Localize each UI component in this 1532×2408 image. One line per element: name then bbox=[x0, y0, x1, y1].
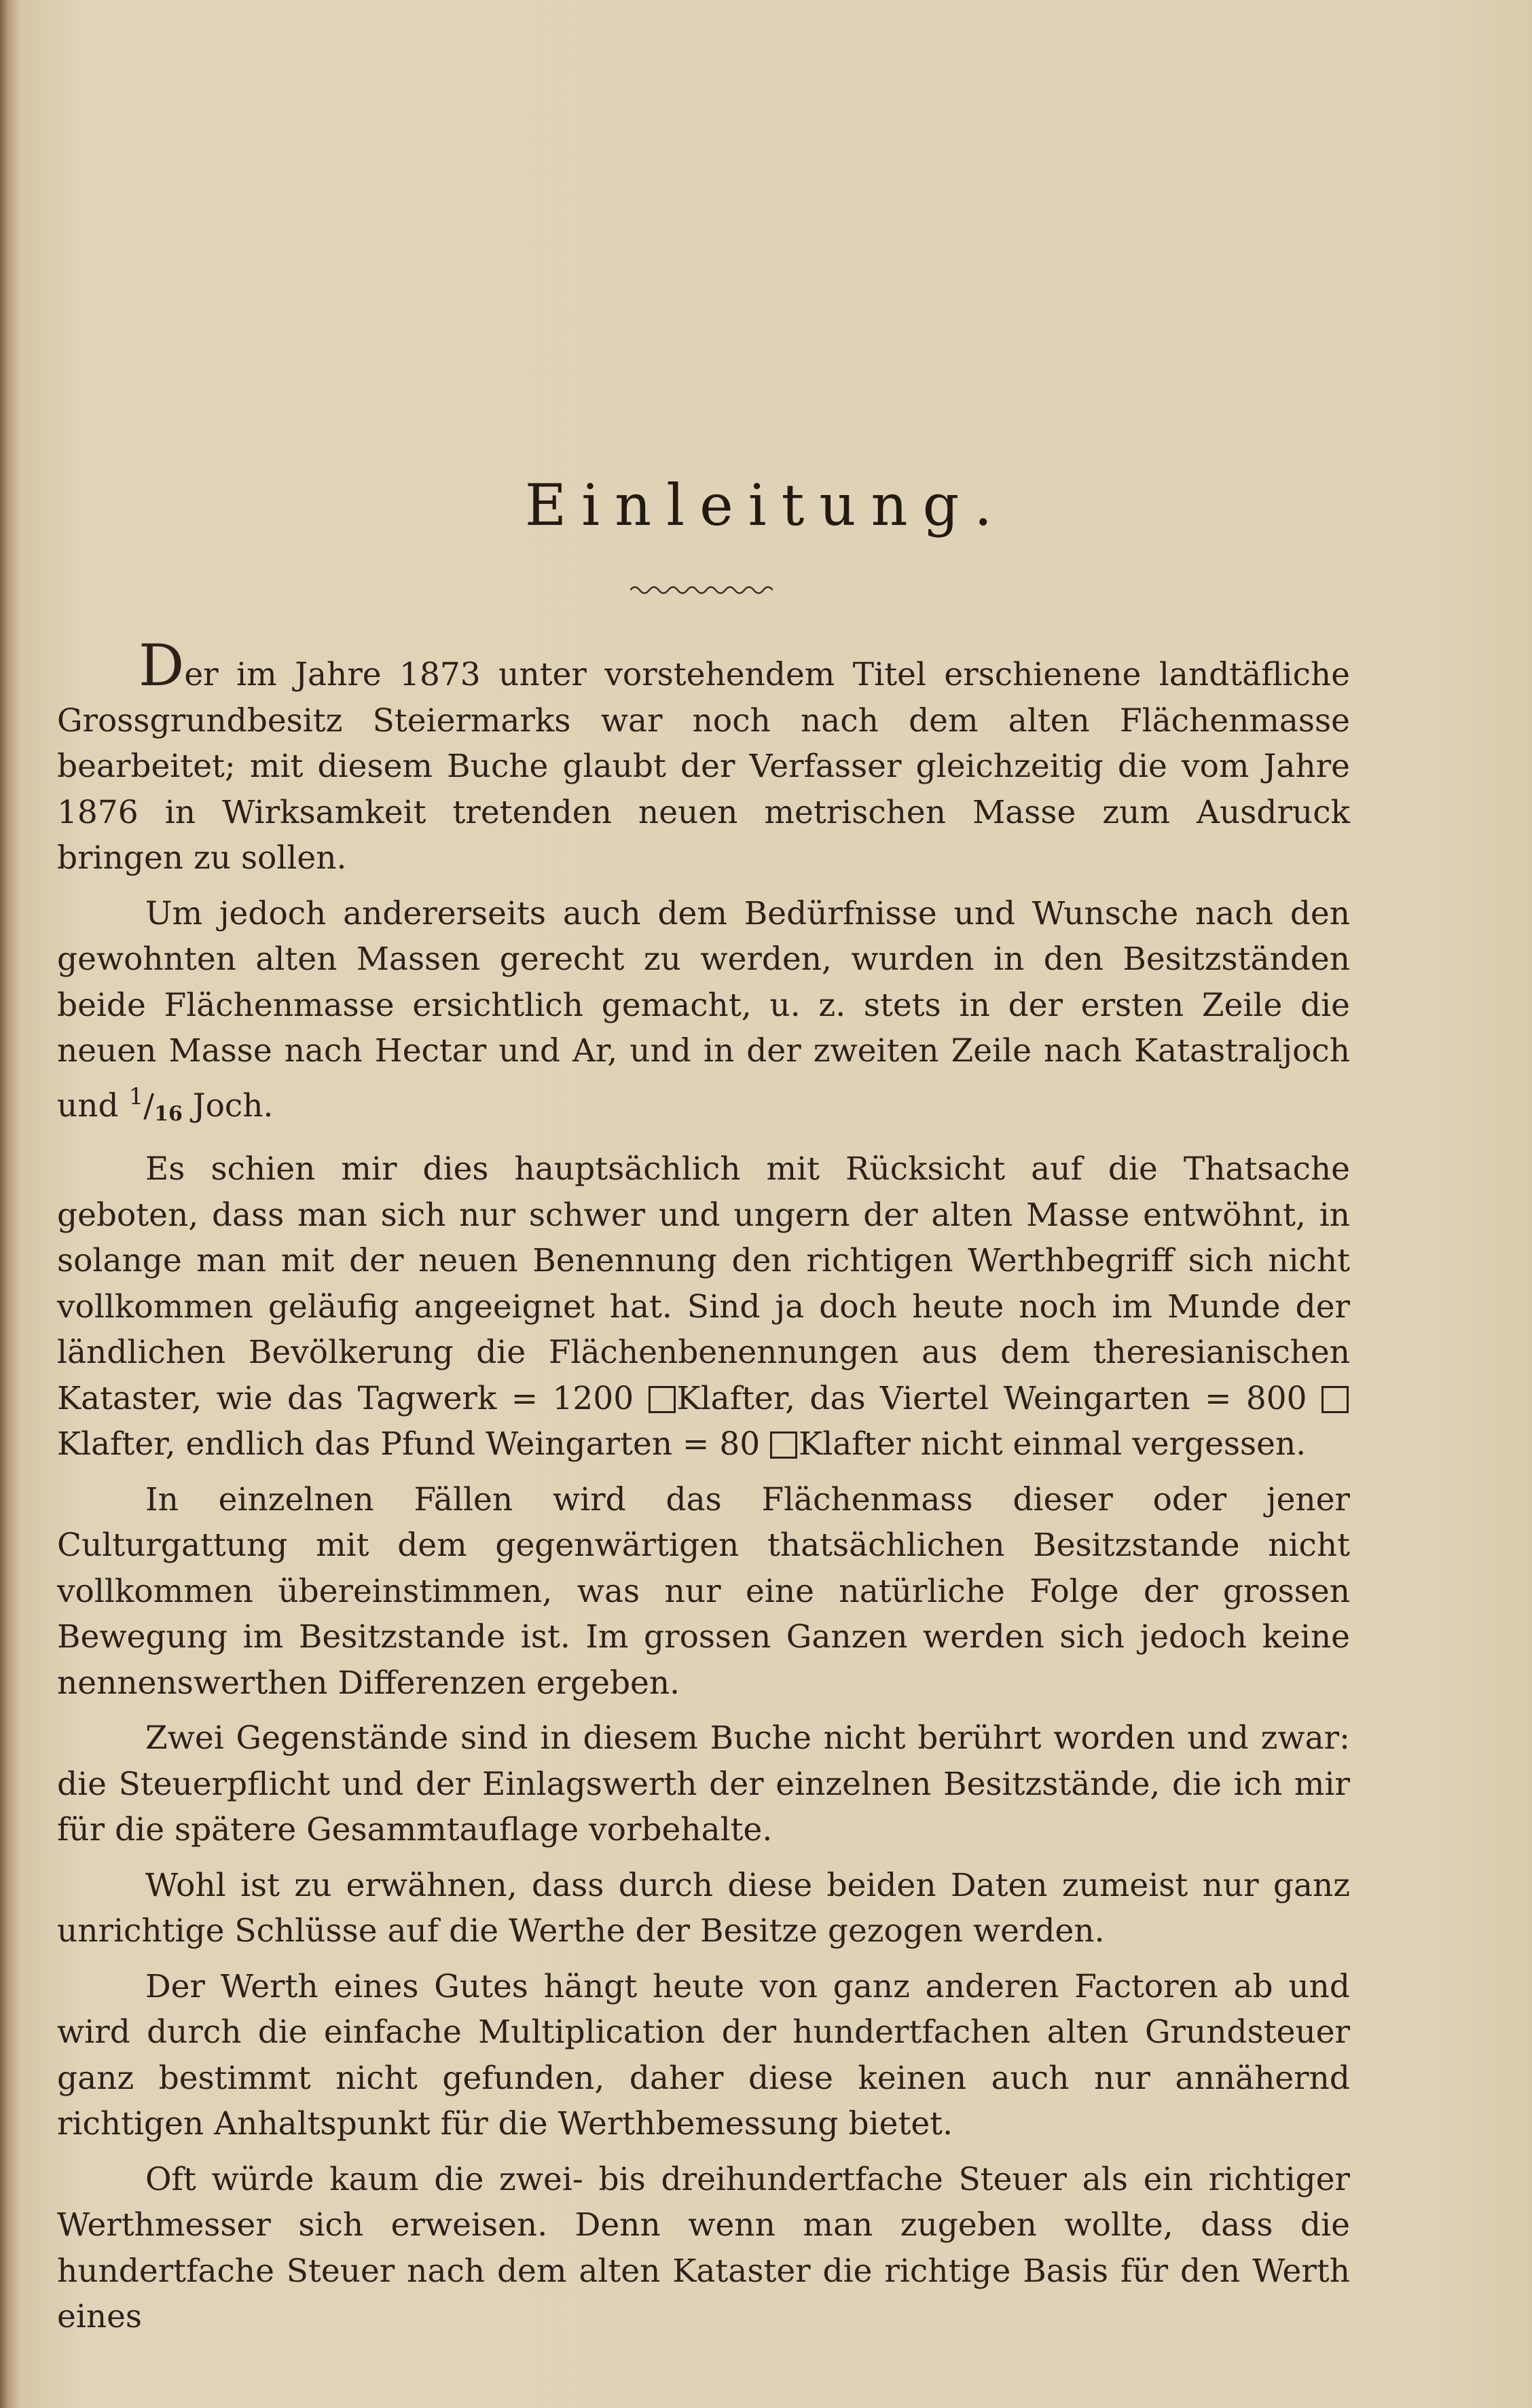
paragraph-3-part-a: Es schien mir dies hauptsächlich mit Rücksicht auf die Thatsache geboten, dass man sich nur schwer und ungern der alten Masse entwöhnt, in solange man mit der neuen Benennung den richtigen Werthbegriff sich nicht vollkommen geläufig angeeignet hat. Sind ja doch heute noch im Munde der ländlichen Bevölkerung die Flächenbenennungen aus dem theresianischen Kataster, wie das Tagwerk = 1200 bbox=[57, 1150, 1350, 1417]
paragraph-1-text: er im Jahre 1873 unter vorstehendem Titel erschienene landtäfliche Grossgrundbesitz Steiermarks war noch nach dem alten Flächenmasse bearbeitet; mit diesem Buche glaubt der Verfasser gleichzeitig die vom Jahre 1876 in Wirksamkeit tretenden neuen metrischen Masse zum Ausdruck bringen zu sollen. bbox=[57, 656, 1350, 877]
paragraph-2-tail: Joch. bbox=[192, 1087, 274, 1125]
paragraph-7: Der Werth eines Gutes hängt heute von ganz anderen Factoren ab und wird durch die einfache Multiplication der hundertfachen alten Grundsteuer ganz bestimmt nicht gefunden, daher diese keinen auch nur annähernd richtigen Anhaltspunkt für die Werthbemessung bietet. bbox=[57, 1967, 1350, 2142]
paragraph-8: Oft würde kaum die zwei- bis dreihundertfache Steuer als ein richtiger Werthmesser sich erweisen. Denn wenn man zugeben wollte, dass die hundertfache Steuer nach dem alten Kataster die richtige Basis für den Werth eines bbox=[57, 2160, 1350, 2335]
fraction-denominator: 16 bbox=[154, 1101, 183, 1126]
paragraph-4: In einzelnen Fällen wird das Flächenmass dieser oder jener Culturgattung mit dem gegenwärtigen thatsächlichen Besitzstande nicht vollkommen übereinstimmen, was nur eine natürliche Folge der grossen Bewegung im Besitzstande ist. Im grossen Ganzen werden sich jedoch keine nennenswerthen Differenzen ergeben. bbox=[57, 1480, 1350, 1702]
paragraph-3-part-b: Klafter, das Viertel Weingarten = 800 bbox=[676, 1379, 1307, 1417]
body-text bbox=[57, 632, 1350, 2350]
paragraph-3-part-c: Klafter, endlich das Pfund Weingarten = 80 bbox=[57, 1425, 761, 1463]
paragraph-2: Um jedoch andererseits auch dem Bedürfnisse und Wunsche nach den gewohnten alten Massen gerecht zu werden, wurden in den Besitzständen beide Flächenmasse ersichtlich gemacht, u. z. stets in der ersten Zeile die neuen Masse nach Hectar und Ar, und in der zweiten Zeile nach Katastraljoch und $^1$/16 Joch. bbox=[57, 894, 1350, 1126]
paragraph-3-part-d: Klafter nicht einmal vergessen. bbox=[799, 1425, 1307, 1463]
square-klafter-icon bbox=[649, 1386, 676, 1413]
square-klafter-icon bbox=[770, 1431, 797, 1459]
fraction-numerator: 1 bbox=[128, 1082, 144, 1110]
paragraph-2-text: Um jedoch andererseits auch dem Bedürfnisse und Wunsche nach den gewohnten alten Massen gerecht zu werden, wurden in den Besitzständen beide Flächenmasse ersichtlich gemacht, u. z. stets in der ersten Zeile die neuen Masse nach Hectar und Ar, und in der zweiten Zeile nach Katastraljoch und bbox=[57, 894, 1350, 1125]
wavy-ornament-icon bbox=[630, 583, 773, 598]
paragraph-1 bbox=[57, 632, 1350, 881]
paragraph-6: Wohl ist zu erwähnen, dass durch diese beiden Daten zumeist nur ganz unrichtige Schlüsse auf die Werthe der Besitze gezogen werden. bbox=[57, 1866, 1350, 1950]
chapter-title: Einleitung. bbox=[524, 472, 1008, 539]
drop-cap: D bbox=[139, 632, 185, 699]
square-klafter-icon bbox=[1321, 1386, 1349, 1413]
paragraph-3 bbox=[57, 1146, 1350, 1467]
paragraph-5: Zwei Gegenstände sind in diesem Buche nicht berührt worden und zwar: die Steuerpflicht und der Einlagswerth der einzelnen Besitzstände, die ich mir für die spätere Gesammtauflage vorbehalte. bbox=[57, 1719, 1350, 1848]
